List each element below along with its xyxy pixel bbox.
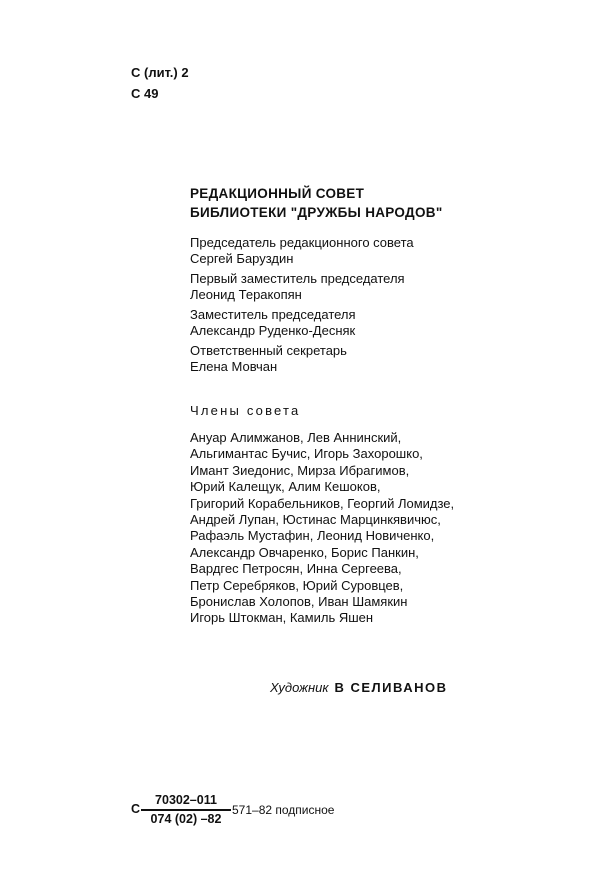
members-line: Андрей Лупан, Юстинас Марцинкявичюс, (190, 511, 441, 527)
members-line: Александр Овчаренко, Борис Панкин, (190, 544, 419, 560)
index-letter: С (131, 802, 141, 816)
council-title (190, 184, 443, 222)
council-title-line-1: РЕДАКЦИОННЫЙ СОВЕТ (190, 186, 365, 201)
fraction-bar (141, 809, 231, 811)
members-line: Имант Зиедонис, Мирза Ибрагимов, (190, 462, 410, 478)
role-title: Заместитель председателя (190, 307, 356, 322)
index-denominator: 074 (02) –82 (150, 811, 222, 826)
role-person: Леонид Теракопян (190, 287, 302, 302)
role-title: Председатель редакционного совета (190, 235, 414, 250)
artist-credit (270, 680, 448, 695)
role-secretary (190, 343, 347, 375)
index-fraction (141, 793, 231, 827)
code-line-1: С (лит.) 2 (131, 65, 189, 80)
role-title: Ответственный секретарь (190, 343, 347, 358)
classification-codes (131, 62, 189, 104)
members-line: Альгимантас Бучис, Игорь Захорошко, (190, 446, 423, 462)
members-line: Бронислав Холопов, Иван Шамякин (190, 593, 408, 609)
role-first-deputy (190, 271, 405, 303)
members-line: Ануар Алимжанов, Лев Аннинский, (190, 430, 402, 445)
members-line: Рафаэль Мустафин, Леонид Новиченко, (190, 528, 435, 544)
members-heading: Члены совета (190, 403, 301, 418)
artist-name: В СЕЛИВАНОВ (334, 680, 448, 695)
code-line-2: С 49 (131, 86, 159, 101)
role-chairman (190, 235, 414, 267)
members-list (190, 430, 454, 627)
role-person: Сергей Баруздин (190, 251, 294, 266)
role-deputy (190, 307, 356, 339)
role-person: Елена Мовчан (190, 359, 278, 374)
members-line: Вардгес Петросян, Инна Сергеева, (190, 561, 402, 577)
artist-label: Художник (270, 680, 329, 695)
council-title-line-2: БИБЛИОТЕКИ "ДРУЖБЫ НАРОДОВ" (190, 205, 443, 220)
members-line: Петр Серебряков, Юрий Суровцев, (190, 577, 404, 593)
index-numerator: 70302–011 (155, 793, 217, 807)
members-line: Григорий Корабельников, Георгий Ломидзе, (190, 495, 455, 511)
role-person: Александр Руденко-Десняк (190, 323, 356, 338)
members-line: Игорь Штокман, Камиль Яшен (190, 610, 374, 626)
role-title: Первый заместитель председателя (190, 271, 405, 286)
index-subscription: 571–82 подписное (232, 803, 335, 817)
members-line: Юрий Калещук, Алим Кешоков, (190, 479, 381, 495)
